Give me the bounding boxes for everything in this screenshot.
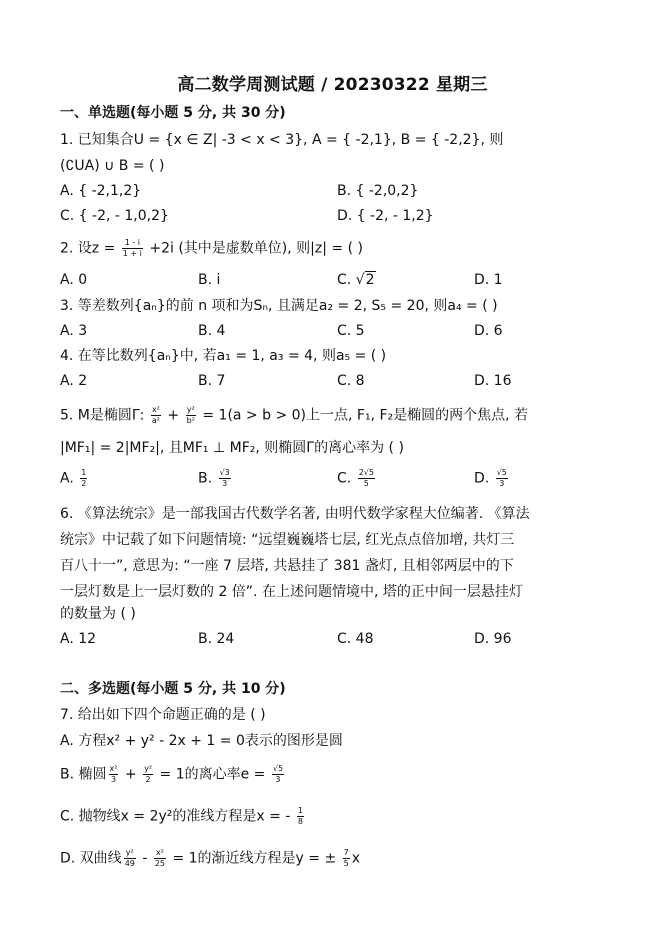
question-1-option-d: D. { -2, - 1,2}	[337, 208, 434, 224]
question-1-option-c: C. { -2, - 1,0,2}	[60, 208, 169, 224]
question-2-fraction	[122, 238, 143, 259]
sqrt-sign-icon: √2	[355, 272, 375, 288]
question-5-option-a	[60, 468, 89, 489]
question-5-fraction-y	[186, 405, 196, 426]
option-text: = 1的渐近线方程是y = ±	[168, 850, 341, 867]
question-4: 4. 在等比数列{aₙ}中, 若a₁ = 1, a₃ = 4, 则a₅ = ( )	[60, 348, 387, 364]
question-4-option-b: B. 7	[198, 373, 226, 389]
plus-sign: +	[120, 766, 142, 783]
option-label: B. 椭圆	[60, 766, 107, 783]
question-6-line-3: 百八十一”, 意思为: “一座 7 层塔, 共悬挂了 381 盏灯, 且相邻两层中的下	[60, 558, 514, 574]
question-3-option-d: D. 6	[474, 323, 503, 339]
option-text: = 1的离心率e =	[155, 766, 270, 783]
question-1-option-a: A. { -2,1,2}	[60, 183, 142, 199]
question-5-option-c	[337, 468, 377, 489]
question-5-prefix: 5. M是椭圆Γ:	[60, 407, 149, 424]
fraction-numerator: x²	[109, 764, 118, 773]
question-6-option-a: A. 12	[60, 631, 97, 647]
fraction-numerator: y²	[144, 764, 153, 773]
fraction-numerator: 7	[343, 848, 349, 857]
option-text: C. 抛物线x = 2y²的准线方程是x = -	[60, 808, 295, 825]
option-fraction	[219, 468, 231, 489]
fraction-numerator: x²	[154, 848, 166, 859]
question-6-option-d: D. 96	[474, 631, 512, 647]
question-2-option-c-radicand: 2	[365, 272, 375, 288]
question-6-line-2: 统宗》中记载了如下问题情境: “远望巍巍塔七层, 红光点点倍加增, 共灯三	[60, 532, 515, 548]
question-2-option-a: A. 0	[60, 272, 88, 288]
option-label: B.	[198, 470, 217, 487]
section-heading-multiple-choice: 二、多选题(每小题 5 分, 共 10 分)	[60, 681, 286, 697]
page-title: 高二数学周测试题 / 20230322 星期三	[177, 75, 488, 95]
question-3-option-c: C. 5	[337, 323, 365, 339]
question-4-option-d: D. 16	[474, 373, 512, 389]
option-fraction	[143, 764, 153, 785]
fraction-denominator: 2	[81, 479, 87, 488]
fraction-numerator: 1	[297, 806, 303, 815]
fraction-denominator: 3	[222, 479, 228, 488]
option-fraction	[297, 806, 304, 827]
question-5-line-2: |MF₁| = 2|MF₂|, 且MF₁ ⊥ MF₂, 则椭圆Γ的离心率为 ( )	[60, 440, 404, 456]
fraction-numerator: √5	[496, 468, 507, 477]
option-fraction	[496, 468, 508, 489]
question-7-option-a: A. 方程x² + y² - 2x + 1 = 0表示的图形是圆	[60, 733, 343, 749]
question-2-option-b: B. i	[198, 272, 221, 288]
option-fraction	[80, 468, 87, 489]
option-fraction	[109, 764, 119, 785]
option-label: D. 双曲线	[60, 850, 122, 867]
option-fraction	[272, 764, 284, 785]
question-2-numerator: 1 - i	[122, 238, 143, 249]
question-5-option-b	[198, 468, 233, 489]
question-2-option-c	[337, 270, 376, 290]
question-5-option-d	[474, 468, 510, 489]
fraction-denominator: 25	[154, 859, 166, 868]
option-text: x	[351, 850, 361, 867]
question-3-option-b: B. 4	[198, 323, 226, 339]
fraction-denominator: a²	[151, 416, 160, 425]
fraction-denominator: 3	[499, 479, 505, 488]
fraction-numerator: √5	[272, 764, 284, 773]
option-fraction	[124, 848, 136, 869]
section-heading-single-choice: 一、单选题(每小题 5 分, 共 30 分)	[60, 105, 286, 121]
fraction-denominator: 49	[124, 859, 135, 868]
question-3-option-a: A. 3	[60, 323, 88, 339]
question-2-suffix: +2i (其中是虚数单位), 则|z| = ( )	[144, 240, 363, 257]
question-2-denominator: 1 + i	[122, 249, 142, 258]
question-5-fraction-x	[151, 405, 161, 426]
question-5-suffix: = 1(a > b > 0)上一点, F₁, F₂是椭圆的两个焦点, 若	[197, 407, 529, 424]
question-2-prefix: 2. 设z =	[60, 240, 120, 257]
fraction-numerator: 1	[81, 468, 87, 477]
fraction-numerator: 2√5	[358, 468, 374, 477]
fraction-numerator: √3	[219, 468, 230, 477]
option-fraction	[154, 848, 166, 869]
option-label: D.	[474, 470, 494, 487]
fraction-denominator: 3	[275, 775, 281, 784]
fraction-denominator: b²	[186, 416, 195, 425]
fraction-denominator: 5	[363, 479, 369, 488]
question-6-option-c: C. 48	[337, 631, 374, 647]
question-7-option-d	[60, 848, 360, 869]
question-1-line-2: (∁UA) ∪ B = ( )	[60, 158, 165, 174]
option-label: C.	[337, 470, 356, 487]
fraction-numerator: y²	[124, 848, 136, 859]
fraction-denominator: 8	[297, 817, 303, 826]
fraction-denominator: 5	[343, 859, 349, 868]
question-1-line-1: 1. 已知集合U = {x ∈ Z| -3 < x < 3}, A = { -2,1}, B = { -2,2}, 则	[60, 132, 504, 148]
question-2	[60, 238, 363, 259]
option-fraction	[343, 848, 350, 869]
question-7-option-c	[60, 806, 306, 827]
question-6-option-b: B. 24	[198, 631, 235, 647]
question-4-option-c: C. 8	[337, 373, 365, 389]
minus-sign: -	[137, 850, 152, 867]
question-6-line-1: 6. 《算法统宗》是一部我国古代数学名著, 由明代数学家程大位编著. 《算法	[60, 506, 530, 522]
question-1-option-b: B. { -2,0,2}	[337, 183, 419, 199]
question-7: 7. 给出如下四个命题正确的是 ( )	[60, 707, 266, 723]
question-2-option-d: D. 1	[474, 272, 503, 288]
option-label: A.	[60, 470, 79, 487]
question-6-line-4: 一层灯数是上一层灯数的 2 倍”. 在上述问题情境中, 塔的正中间一层悬挂灯	[60, 584, 523, 600]
question-7-option-b	[60, 764, 286, 785]
fraction-numerator: x²	[151, 405, 160, 414]
question-5-line-1	[60, 405, 528, 426]
fraction-denominator: 2	[145, 775, 151, 784]
question-2-option-c-label: C.	[337, 272, 356, 288]
question-5-plus: +	[162, 407, 184, 424]
question-3: 3. 等差数列{aₙ}的前 n 项和为Sₙ, 且满足a₂ = 2, S₅ = 20, 则a₄ = ( )	[60, 298, 498, 314]
fraction-denominator: 3	[110, 775, 117, 784]
question-4-option-a: A. 2	[60, 373, 88, 389]
fraction-numerator: y²	[186, 405, 195, 414]
question-6-line-5: 的数量为 ( )	[60, 606, 136, 622]
option-fraction	[358, 468, 375, 489]
